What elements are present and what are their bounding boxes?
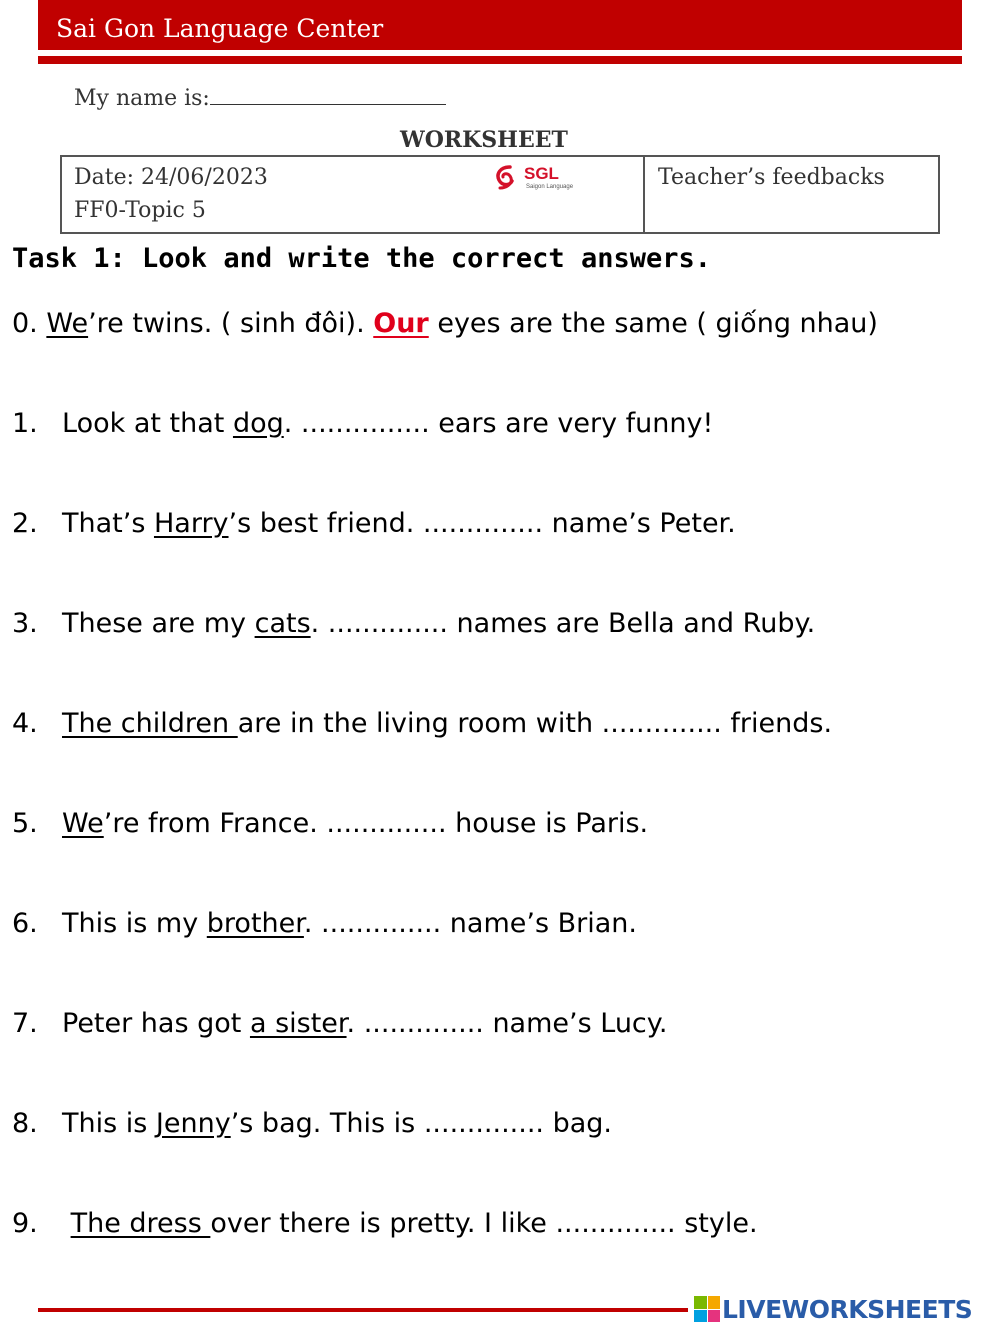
- question-text[interactable]: . ............... ears are very funny!: [283, 408, 714, 439]
- question-text[interactable]: ’s best friend. .............. name’s Peter.: [228, 508, 736, 539]
- question-text: These are my: [62, 608, 255, 639]
- question-text[interactable]: . .............. name’s Lucy.: [346, 1008, 668, 1039]
- question-number: 1.: [12, 408, 38, 439]
- question-underlined: We: [62, 808, 104, 839]
- question-1: [12, 408, 713, 439]
- logo-subtext: Saigon Language: [526, 184, 574, 190]
- question-3: [12, 608, 815, 639]
- question-number: 9.: [12, 1208, 38, 1239]
- question-text[interactable]: are in the living room with .............. friends.: [237, 708, 833, 739]
- question-text: This is my: [62, 908, 207, 939]
- question-5: [12, 808, 648, 839]
- topic-text: FF0-Topic 5: [74, 198, 206, 223]
- question-text[interactable]: ’s bag. This is .............. bag.: [230, 1108, 612, 1139]
- question-underlined: Harry: [153, 508, 229, 539]
- question-9: [12, 1208, 758, 1239]
- name-row: [74, 84, 446, 111]
- liveworksheets-mark-icon: [694, 1296, 720, 1322]
- task-title: Task 1: Look and write the correct answers.: [12, 243, 711, 274]
- example-line: [12, 308, 878, 339]
- question-text: Peter has got: [62, 1008, 250, 1039]
- question-4: [12, 708, 832, 739]
- liveworksheets-logo: [694, 1294, 972, 1324]
- name-label: My name is:: [74, 86, 210, 111]
- feedback-label: Teacher’s feedbacks: [658, 165, 885, 190]
- question-2: [12, 508, 736, 539]
- footer-divider: [38, 1308, 688, 1312]
- question-underlined: dog: [232, 408, 284, 439]
- question-number: 7.: [12, 1008, 38, 1039]
- question-text: This is: [62, 1108, 156, 1139]
- question-text[interactable]: over there is pretty. I like .............. style.: [210, 1208, 758, 1239]
- question-number: 6.: [12, 908, 38, 939]
- question-underlined: The children: [62, 708, 238, 739]
- question-underlined: cats: [254, 608, 311, 639]
- name-blank[interactable]: [210, 84, 446, 105]
- info-left-cell: [62, 157, 645, 232]
- question-text[interactable]: . .............. name’s Brian.: [303, 908, 637, 939]
- header-divider: [38, 56, 962, 64]
- example-subject: We: [46, 308, 89, 339]
- question-8: [12, 1108, 612, 1139]
- question-7: [12, 1008, 668, 1039]
- question-underlined: The dress: [70, 1208, 211, 1239]
- header-title: Sai Gon Language Center: [56, 14, 384, 43]
- question-number: 5.: [12, 808, 38, 839]
- question-text[interactable]: ’re from France. .............. house is Paris.: [103, 808, 649, 839]
- header-bar: [38, 0, 962, 50]
- question-underlined: Jenny: [155, 1108, 231, 1139]
- question-text: Look at that: [62, 408, 233, 439]
- question-text: That’s: [62, 508, 154, 539]
- question-text[interactable]: . .............. names are Bella and Ruby.: [310, 608, 816, 639]
- example-text2: eyes are the same ( giống nhau): [428, 308, 878, 339]
- question-6: [12, 908, 637, 939]
- example-answer: Our: [373, 308, 429, 339]
- example-text1: ’re twins. ( sinh đôi).: [88, 308, 374, 339]
- liveworksheets-text: LIVEWORKSHEETS: [722, 1294, 973, 1324]
- question-number: 8.: [12, 1108, 38, 1139]
- info-table: [60, 155, 940, 234]
- question-text: [62, 1208, 71, 1239]
- date-text: Date: 24/06/2023: [74, 165, 268, 190]
- question-underlined: brother: [206, 908, 304, 939]
- example-num: 0.: [12, 308, 38, 339]
- question-number: 4.: [12, 708, 38, 739]
- logo-text: SGL: [524, 164, 559, 183]
- question-underlined: a sister: [249, 1008, 347, 1039]
- worksheet-title: WORKSHEET: [400, 127, 568, 153]
- sgl-logo: [494, 162, 586, 192]
- question-number: 2.: [12, 508, 38, 539]
- question-number: 3.: [12, 608, 38, 639]
